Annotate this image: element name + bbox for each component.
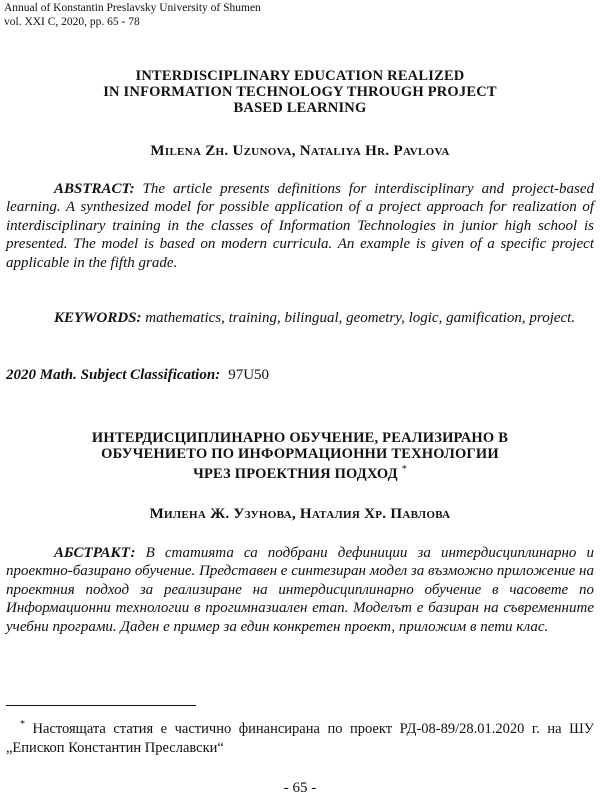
footnote-mark: *	[20, 719, 25, 730]
english-authors: Milena Zh. Uzunova, Nataliya Hr. Pavlova	[150, 143, 450, 159]
keywords-text: mathematics, training, bilingual, geometry, logic, gamification, project.	[145, 310, 576, 326]
bulgarian-title-line-3	[20, 462, 580, 482]
bulgarian-title-line-3-text: ЧРЕЗ ПРОЕКТНИЯ ПОДХОД	[193, 465, 398, 482]
bulgarian-title-line-1: ИНТЕРДИСЦИПЛИНАРНО ОБУЧЕНИЕ, РЕАЛИЗИРАНО В	[91, 430, 509, 446]
bulgarian-abstract	[6, 544, 594, 636]
footnote-divider	[6, 705, 196, 706]
page-number: - 65 -	[283, 780, 317, 796]
keywords-label: KEYWORDS:	[54, 310, 142, 326]
running-header	[4, 1, 261, 29]
footnote	[6, 715, 594, 758]
english-title	[20, 68, 580, 116]
english-title-line-1: INTERDISCIPLINARY EDUCATION REALIZED	[135, 68, 465, 84]
footnote-reference-mark: *	[401, 464, 407, 475]
english-title-line-2: IN INFORMATION TECHNOLOGY THROUGH PROJECT	[103, 84, 497, 100]
bulgarian-abstract-label: АБСТРАКТ:	[54, 545, 136, 561]
bulgarian-title	[20, 430, 580, 482]
msc-label: 2020 Math. Subject Classification:	[6, 367, 221, 383]
journal-name: Annual of Konstantin Preslavsky University of Shumen	[4, 2, 261, 14]
abstract-text: The article presents definitions for interdisciplinary and project-based learning. A synthesized model for possible application of a project approach for realization of interdisciplinary training in the classes of Information Technologies in junior high school is presented. The model is based on modern curricula. An example is given of a specific project applicable in the fifth grade.	[6, 181, 594, 271]
subject-classification	[6, 367, 269, 384]
msc-code: 97U50	[228, 367, 270, 383]
footnote-text: Настоящата статия е частично финансирана по проект РД-08-89/28.01.2020 г. на ШУ „Епископ Константин Преславски“	[6, 720, 594, 756]
bulgarian-abstract-text: В статията са подбрани дефиниции за интердисциплинарно и проектно-базирано обучение. Представен е синтезиран модел за възможно приложение на проектния подход за реализиране на интердисциплинарно обучение в часовете по Информационни технологии в прогимназиален етап. Моделът е базиран на съвременните учебни програми. Даден е пример за един конкретен проект, приложим в пети клас.	[6, 545, 595, 635]
volume-info: vol. XXI C, 2020, pp. 65 - 78	[4, 16, 140, 28]
english-title-line-3: BASED LEARNING	[233, 100, 367, 116]
keywords	[6, 309, 594, 327]
bulgarian-title-line-2: ОБУЧЕНИЕТО ПО ИНФОРМАЦИОННИ ТЕХНОЛОГИИ	[101, 446, 499, 462]
english-abstract	[6, 180, 594, 272]
bulgarian-authors: Милена Ж. Узунова, Наталия Хр. Павлова	[149, 506, 451, 522]
abstract-label: ABSTRACT:	[54, 181, 135, 197]
